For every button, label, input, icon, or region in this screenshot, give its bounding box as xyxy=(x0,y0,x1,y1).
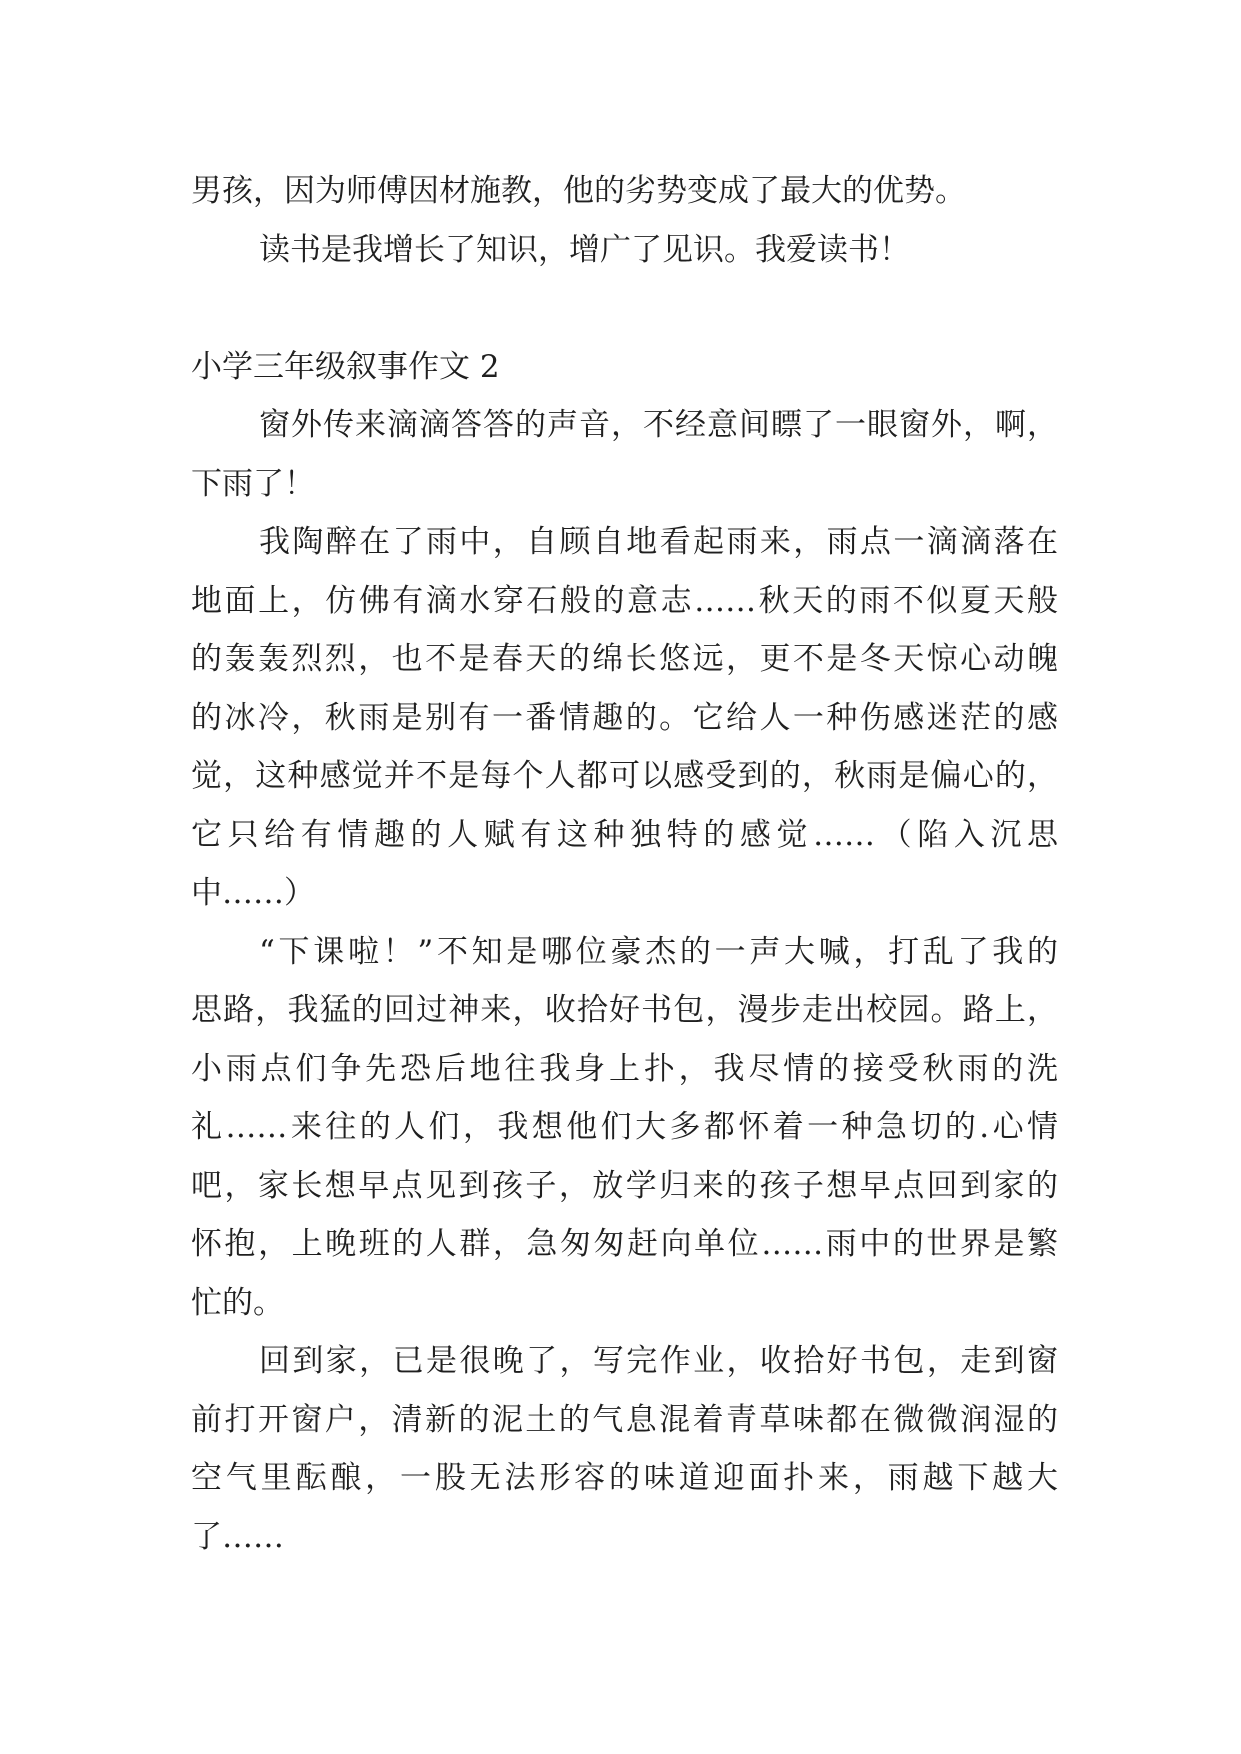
text-line: 我陶醉在了雨中，自顾自地看起雨来，雨点一滴滴落在 xyxy=(259,524,1058,560)
text-line: 它只给有情趣的人赋有这种独特的感觉……（陷入沉思 xyxy=(191,816,1058,853)
text-line: 礼……来往的人们，我想他们大多都怀着一种急切的.心情 xyxy=(191,1109,1058,1145)
intro-paragraph-closing xyxy=(191,221,1058,280)
text-line: 空气里酝酿，一股无法形容的味道迎面扑来，雨越下越大 xyxy=(191,1460,1058,1496)
intro-paragraph-continuation xyxy=(191,162,1058,221)
text-line: 前打开窗户，清新的泥土的气息混着青草味都在微微润湿的 xyxy=(191,1401,1058,1438)
text-line: 地面上，仿佛有滴水穿石般的意志……秋天的雨不似夏天般 xyxy=(191,582,1058,619)
text-line: 忙的。 xyxy=(191,1284,284,1321)
text-line: “下课啦！”不知是哪位豪杰的一声大喊，打乱了我的 xyxy=(259,933,1058,970)
essay-paragraph-4 xyxy=(191,1332,1058,1566)
essay-paragraph-3 xyxy=(191,923,1058,1333)
text-line: 男孩，因为师傅因材施教，他的劣势变成了最大的优势。 xyxy=(191,173,966,209)
text-line: 吧，家长想早点见到孩子，放学归来的孩子想早点回到家的 xyxy=(191,1167,1058,1204)
document-body xyxy=(191,162,1058,1566)
essay-paragraph-1 xyxy=(191,396,1058,513)
text-line: 的轰轰烈烈，也不是春天的绵长悠远，更不是冬天惊心动魄 xyxy=(191,641,1058,677)
text-line: 回到家，已是很晚了，写完作业，收拾好书包，走到窗 xyxy=(259,1343,1058,1379)
essay-paragraph-2 xyxy=(191,513,1058,923)
text-line: 窗外传来滴滴答答的声音，不经意间瞟了一眼窗外，啊， xyxy=(259,407,1058,443)
essay-title: 小学三年级叙事作文 2 xyxy=(191,348,500,385)
text-line: 中……） xyxy=(191,875,315,911)
text-line: 下雨了！ xyxy=(191,465,315,502)
text-line: 思路，我猛的回过神来，收拾好书包，漫步走出校园。路上， xyxy=(191,992,1058,1028)
text-line: 读书是我增长了知识，增广了见识。我爱读书！ xyxy=(259,231,910,268)
text-line: 的冰冷，秋雨是别有一番情趣的。它给人一种伤感迷茫的感 xyxy=(191,699,1058,736)
text-line: 小雨点们争先恐后地往我身上扑，我尽情的接受秋雨的洗 xyxy=(191,1050,1058,1087)
text-line: 觉，这种感觉并不是每个人都可以感受到的，秋雨是偏心的， xyxy=(191,758,1058,794)
text-line: 了…… xyxy=(191,1518,284,1555)
text-line: 怀抱，上晚班的人群，急匆匆赶向单位……雨中的世界是繁 xyxy=(191,1226,1058,1262)
